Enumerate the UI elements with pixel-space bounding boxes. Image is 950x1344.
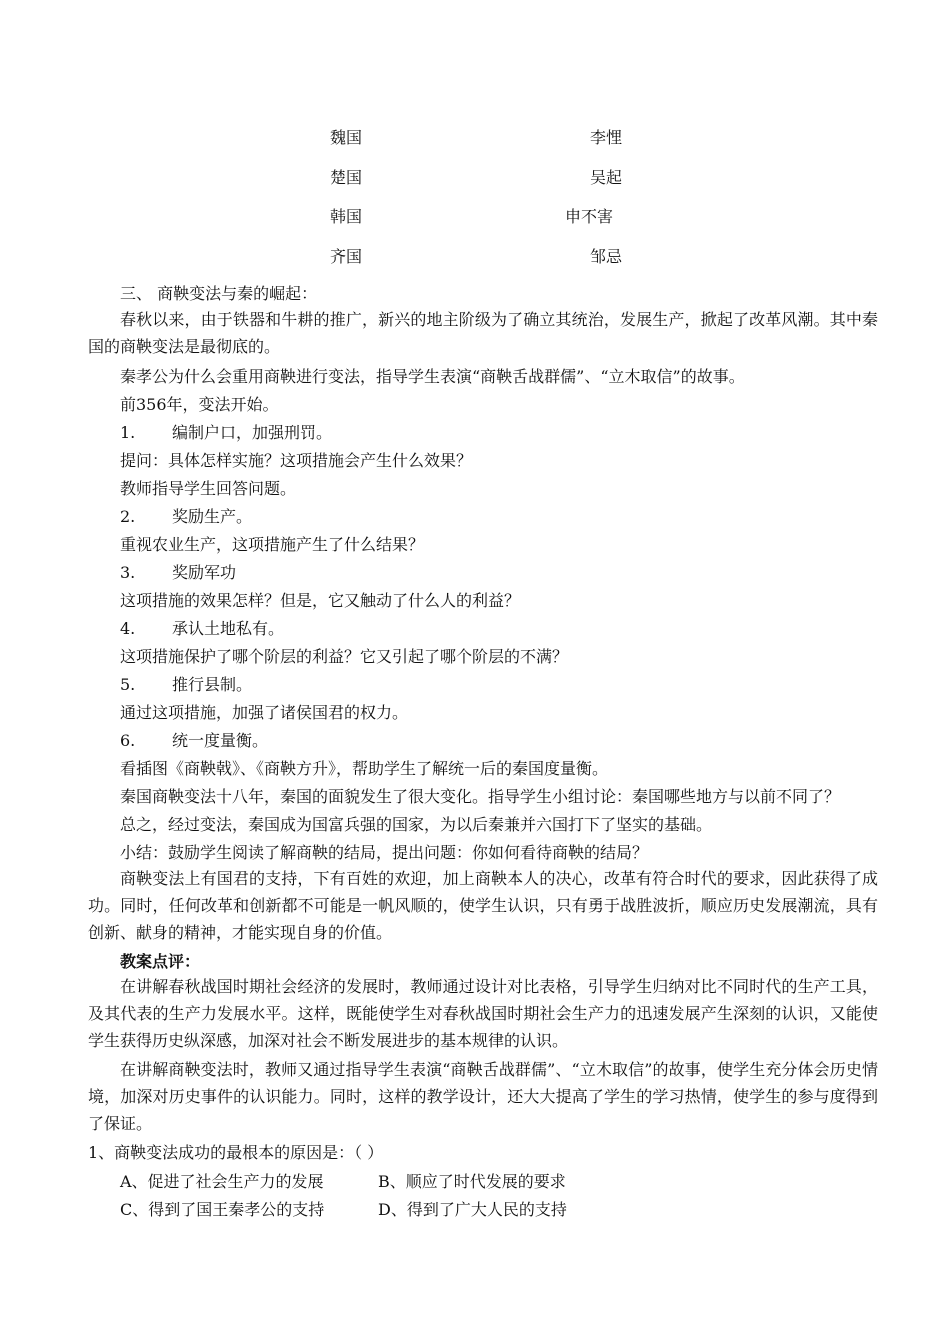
table-state: 魏国: [330, 128, 363, 147]
table-state: 韩国: [330, 207, 363, 226]
measure-3-question: 这项措施的效果怎样？但是，它又触动了什么人的利益？: [120, 591, 521, 610]
question-stem: 1、商鞅变法成功的最根本的原因是：（ ）: [88, 1143, 384, 1162]
review-paragraph-1: 在讲解春秋战国时期社会经济的发展时，教师通过设计对比表格，引导学生归纳对比不同时代的生产工具，及其代表的生产力发展水平。这样，既能使学生对春秋战国时期社会生产力的迅速发展产生深刻的认识，又能使学生获得历史纵深感，加深对社会不断发展进步的基本规律的认识。: [88, 977, 878, 1050]
measure-2: 2. 奖励生产。: [120, 507, 253, 526]
measure-6-question: 看插图《商鞅戟》、《商鞅方升》，帮助学生了解统一后的秦国度量衡。: [120, 759, 609, 778]
measure-6: 6. 统一度量衡。: [120, 731, 269, 750]
section-summary-2: 小结：鼓励学生阅读了解商鞅的结局，提出问题：你如何看待商鞅的结局？: [120, 843, 649, 862]
measure-2-question: 重视农业生产，这项措施产生了什么结果？: [120, 535, 425, 554]
option-d: D、得到了广大人民的支持: [378, 1200, 567, 1219]
section-summary-1: 总之，经过变法，秦国成为国富兵强的国家，为以后秦兼并六国打下了坚实的基础。: [120, 815, 713, 834]
table-person: 申不害: [565, 207, 614, 226]
measure-1: 1. 编制户口，加强刑罚。: [120, 423, 333, 442]
table-person: 吴起: [590, 168, 623, 187]
section-start: 前356年，变法开始。: [120, 395, 279, 414]
measure-1-answer: 教师指导学生回答问题。: [120, 479, 297, 498]
option-b: B、顺应了时代发展的要求: [378, 1172, 566, 1191]
table-state: 齐国: [330, 247, 363, 266]
table-person: 邹忌: [590, 247, 623, 266]
review-heading: 教案点评：: [120, 952, 201, 971]
table-state: 楚国: [330, 168, 363, 187]
section-intro: 春秋以来，由于铁器和牛耕的推广，新兴的地主阶级为了确立其统治，发展生产，掀起了改革风潮。其中秦国的商鞅变法是最彻底的。: [88, 310, 878, 356]
option-a: A、促进了社会生产力的发展: [120, 1172, 324, 1191]
measure-4-question: 这项措施保护了哪个阶层的利益？它又引起了哪个阶层的不满？: [120, 647, 569, 666]
measure-5: 5. 推行县制。: [120, 675, 253, 694]
section-why: 秦孝公为什么会重用商鞅进行变法，指导学生表演“商鞅舌战群儒”、“立木取信”的故事。: [120, 367, 745, 386]
measure-5-question: 通过这项措施，加强了诸侯国君的权力。: [120, 703, 409, 722]
review-paragraph-2: 在讲解商鞅变法时，教师又通过指导学生表演“商鞅舌战群儒”、“立木取信”的故事，使学生充分体会历史情境，加深对历史事件的认识能力。同时，这样的教学设计，还大大提高了学生的学习热情，使学生的参与度得到了保证。: [88, 1060, 878, 1133]
section-heading: 三、 商鞅变法与秦的崛起：: [120, 284, 318, 303]
table-person: 李悝: [590, 128, 623, 147]
measure-3: 3. 奖励军功: [120, 563, 237, 582]
section-change: 秦国商鞅变法十八年，秦国的面貌发生了很大变化。指导学生小组讨论：秦国哪些地方与以前不同了？: [120, 787, 841, 806]
option-c: C、得到了国王秦孝公的支持: [120, 1200, 325, 1219]
measure-1-question: 提问：具体怎样实施？这项措施会产生什么效果？: [120, 451, 473, 470]
measure-4: 4. 承认土地私有。: [120, 619, 285, 638]
section-conclusion: 商鞅变法上有国君的支持，下有百姓的欢迎，加上商鞅本人的决心，改革有符合时代的要求，因此获得了成功。同时，任何改革和创新都不可能是一帆风顺的，使学生认识，只有勇于战胜波折，顺应历史发展潮流，具有创新、献身的精神，才能实现自身的价值。: [88, 869, 878, 942]
